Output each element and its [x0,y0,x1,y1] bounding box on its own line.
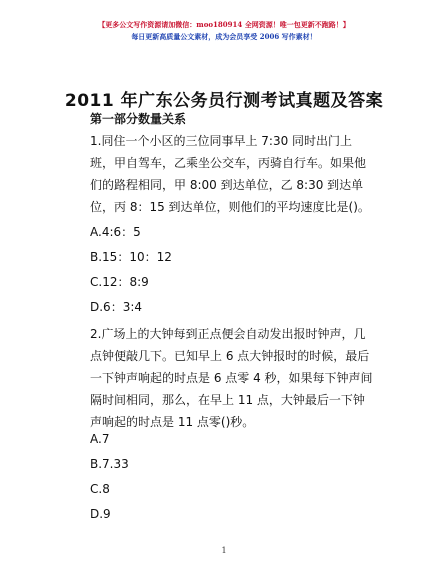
question-1-option-a: A.4:6：5 [90,225,141,239]
question-2-option-a: A.7 [90,432,110,446]
promo-line-1: 【更多公文写作资源请加微信：moo180914 全网资源！唯一包更新不跑路！】 [98,20,350,29]
question-1-option-b: B.15：10：12 [90,250,172,264]
question-2-option-c: C.8 [90,482,110,496]
question-2-option-b: B.7.33 [90,457,129,471]
document-title: 2011 年广东公务员行测考试真题及答案 [64,91,384,111]
question-1-option-d: D.6：3:4 [90,300,143,314]
page-number: 1 [221,546,227,555]
question-1-text: 1.同住一个小区的三位同事早上 7:30 同时出门上班，甲自驾车，乙乘坐公交车，丙骑自行车。如果他们的路程相同，甲 8:00 到达单位，乙 8:30 到达单位，丙 8：15 到达单位，则他们的平均速度比是()。 [90,134,370,214]
question-2-text: 2.广场上的大钟每到正点便会自动发出报时钟声，几点钟便敲几下。已知早上 6 点大钟报时的时候，最后一下钟声响起的时点是 6 点零 4 秒，如果每下钟声间隔时间相同，那么，在早上 11 点，大钟最后一下钟声响起的时点是 11 点零()秒。 [90,327,373,429]
question-1-option-c: C.12：8:9 [90,275,149,289]
promo-line-2: 每日更新高质量公文素材，成为会员享受 2006 写作素材！ [131,32,317,41]
question-2-option-d: D.9 [90,507,111,521]
promo-banner [0,19,448,42]
section-heading: 第一部分数量关系 [90,112,187,126]
